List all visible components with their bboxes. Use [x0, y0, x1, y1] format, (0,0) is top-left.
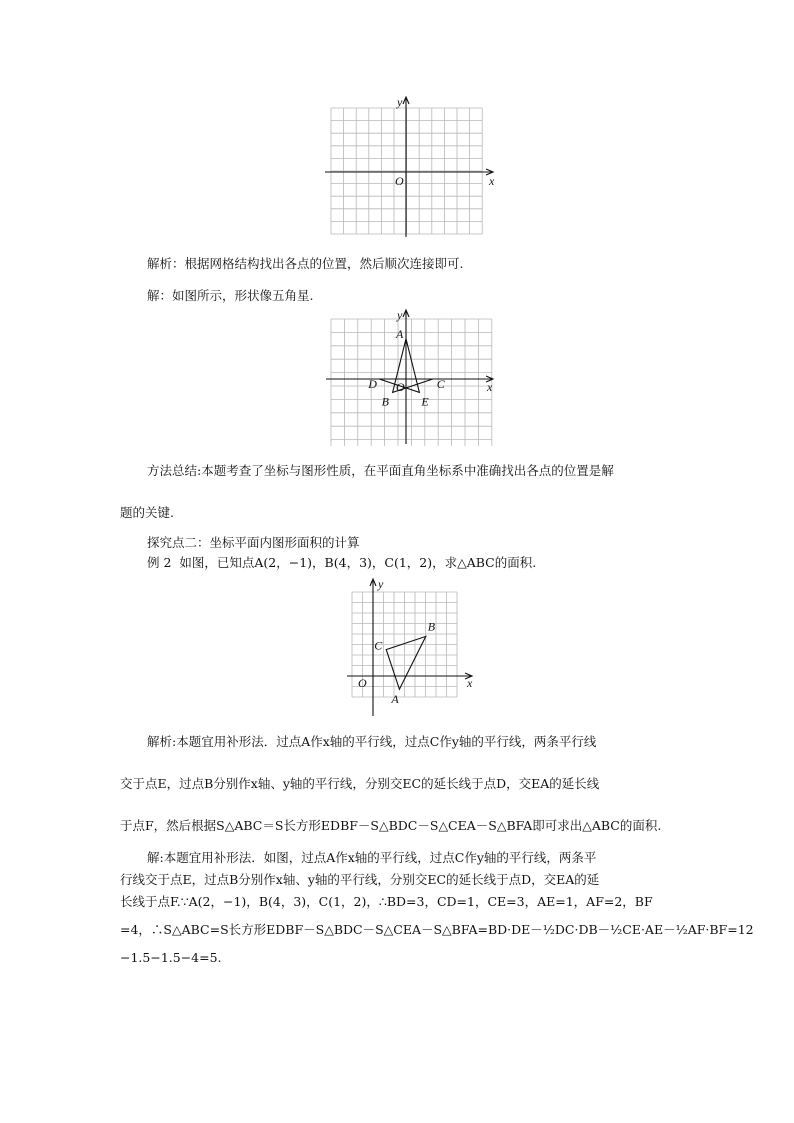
point-label-a: A: [396, 326, 404, 341]
analysis-1-label: 解析：: [147, 256, 185, 271]
point-label-b: B: [381, 394, 389, 409]
fig3-x-label: x: [467, 676, 473, 690]
solution-2-cont-2: [120, 894, 680, 910]
example-2-label: 例 2: [147, 555, 172, 570]
example-2: [147, 555, 707, 571]
solution-2-line-5: −1.5−1.5−4=5.: [120, 950, 222, 965]
solution-1: [147, 288, 707, 304]
analysis-2-line-2: 交于点E，过点B分别作x轴、y轴的平行线，分别交EC的延长线于点D，交EA的延长线: [120, 776, 600, 791]
method-summary-cont: [120, 505, 680, 521]
solution-2-cont-4: [120, 950, 680, 966]
section-2-title: [147, 535, 707, 551]
point-label-d: D: [368, 377, 377, 391]
analysis-2-label: 解析:: [147, 734, 177, 749]
solution-2-line-3: 长线于点F.∵A(2，−1)，B(4，3)，C(1，2)，∴BD=3，CD=1，CE=3，AE=1，AF=2，BF: [120, 894, 653, 909]
analysis-2-line-3: 于点F，然后根据S△ABC＝S长方形EDBF－S△BDC－S△CEA－S△BFA即可求出△ABC的面积.: [120, 818, 662, 833]
figure-2-star: [320, 306, 500, 446]
section-2-title-text: 探究点二：坐标平面内图形面积的计算: [147, 535, 360, 550]
figure-1-empty-grid: [320, 92, 500, 242]
fig1-x-label: x: [489, 174, 495, 188]
analysis-1-text: 根据网格结构找出各点的位置，然后顺次连接即可.: [184, 256, 464, 271]
solution-2-label: 解:: [147, 850, 164, 865]
solution-2-line-4: =4，∴S△ABC=S长方形EDBF－S△BDC－S△CEA－S△BFA=BD·DE－½DC·DB－½CE·AE－½AF·BF=12: [120, 922, 754, 937]
fig3-y-label: y: [378, 577, 384, 591]
analysis-2-cont-2: [120, 818, 680, 834]
solution-2-line-2: 行线交于点E，过点B分别作x轴、y轴的平行线，分别交EC的延长线于点D，交EA的延: [120, 872, 600, 887]
summary-label: 方法总结:: [147, 463, 202, 478]
summary-line-1: 本题考查了坐标与图形性质，在平面直角坐标系中准确找出各点的位置是解: [201, 463, 614, 478]
point-label-b: B: [427, 619, 436, 634]
point-label-a: A: [391, 692, 399, 707]
analysis-2: [147, 734, 707, 750]
fig1-origin-label: O: [395, 174, 404, 188]
fig3-origin-label: O: [358, 676, 367, 690]
method-summary: [147, 463, 707, 479]
solution-1-label: 解：: [147, 288, 173, 303]
fig1-y-label: y: [397, 95, 403, 109]
solution-2-line-1: 本题宜用补形法．如图，过点A作x轴的平行线，过点C作y轴的平行线，两条平: [163, 850, 597, 865]
fig2-y-label: y: [397, 308, 403, 322]
summary-line-2: 题的关键.: [120, 505, 174, 520]
solution-2: [147, 850, 707, 866]
point-label-e: E: [421, 394, 429, 409]
solution-2-cont-3: [120, 922, 754, 938]
point-label-c: C: [436, 377, 445, 391]
solution-1-text: 如图所示，形状像五角星.: [172, 288, 314, 303]
analysis-2-line-1: 本题宜用补形法．过点A作x轴的平行线，过点C作y轴的平行线，两条平行线: [176, 734, 597, 749]
example-2-text: 如图，已知点A(2，−1)，B(4，3)，C(1，2)，求△ABC的面积.: [179, 555, 537, 570]
analysis-1: [147, 256, 707, 272]
solution-2-cont-1: [120, 872, 680, 888]
analysis-2-cont-1: [120, 776, 680, 792]
fig2-x-label: x: [487, 380, 493, 394]
point-label-c: C: [374, 638, 383, 653]
fig2-origin-label: O: [396, 380, 405, 394]
figure-3-triangle: [343, 574, 483, 719]
